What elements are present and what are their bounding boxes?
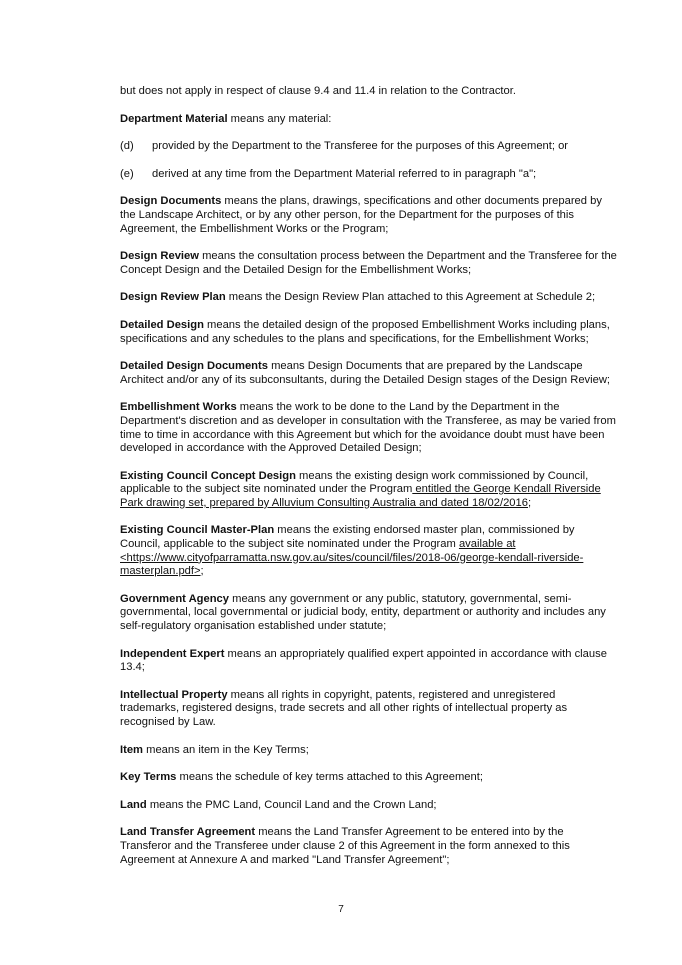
definition-item bbox=[120, 744, 617, 758]
definition-existing-council-master-plan bbox=[120, 524, 617, 578]
definition-embellishment-works bbox=[120, 401, 617, 455]
definition-text: means the plans, drawings, specifications and other documents prepared by the Landscape Architect, or by any other person, for the Department for the purposes of this Agreement, the Embellishment Works or the Program; bbox=[120, 195, 602, 235]
definition-land bbox=[120, 799, 617, 813]
page-number: 7 bbox=[338, 904, 344, 915]
definition-text: means the work to be done to the Land by the Department in the Department's discretion and as developer in consultation with the Transferee, as may be varied from time to time in accordance with this Agreement but which for the avoidance doubt must have been developed in accordance with the Approved Detailed Design; bbox=[120, 401, 616, 455]
page-content bbox=[120, 85, 617, 881]
definition-term: Department Material bbox=[120, 112, 228, 125]
masterplan-link[interactable]: available at <https://www.cityofparramatta.nsw.gov.au/sites/council/files/2018-06/george-kendall-riverside-masterplan.pdf> bbox=[120, 538, 584, 578]
definition-text: means the Design Review Plan attached to this Agreement at Schedule 2; bbox=[225, 291, 596, 304]
definition-detailed-design-documents bbox=[120, 360, 617, 387]
definition-term: Design Review Plan bbox=[120, 291, 226, 304]
definition-text: means the PMC Land, Council Land and the Crown Land; bbox=[146, 798, 437, 811]
definition-term: Land Transfer Agreement bbox=[120, 826, 256, 839]
definition-land-transfer-agreement bbox=[120, 826, 617, 867]
definition-text: means the schedule of key terms attached to this Agreement; bbox=[176, 771, 483, 784]
definition-term: Intellectual Property bbox=[120, 688, 228, 701]
definition-text: means any material: bbox=[227, 112, 332, 125]
definition-text: means the detailed design of the proposed Embellishment Works including plans, specifications and any schedules to the plans and specifications, for the Embellishment Works; bbox=[120, 318, 610, 345]
definition-term: Independent Expert bbox=[120, 647, 225, 660]
definition-term: Existing Council Concept Design bbox=[120, 469, 296, 482]
definition-text: means an item in the Key Terms; bbox=[143, 743, 309, 756]
definition-department-material bbox=[120, 113, 617, 127]
definition-text: means the consultation process between the Department and the Transferee for the Concept Design and the Detailed Design for the Embellishment Works; bbox=[120, 250, 617, 276]
definition-design-review bbox=[120, 250, 617, 277]
definition-term: Detailed Design bbox=[120, 318, 204, 331]
definition-punctuation: ; bbox=[527, 496, 532, 509]
definition-term: Embellishment Works bbox=[120, 401, 237, 414]
intro-paragraph: but does not apply in respect of clause 9.4 and 11.4 in relation to the Contractor. bbox=[120, 85, 516, 97]
definition-government-agency bbox=[120, 593, 617, 634]
definition-punctuation: ; bbox=[200, 565, 204, 578]
list-item-d bbox=[120, 140, 617, 154]
definition-term: Existing Council Master-Plan bbox=[120, 524, 275, 537]
definition-term: Land bbox=[120, 798, 147, 811]
definition-design-review-plan bbox=[120, 291, 617, 305]
definition-term: Design Documents bbox=[120, 195, 222, 208]
item-text: derived at any time from the Department Material referred to in paragraph "a"; bbox=[152, 167, 537, 180]
definition-term: Item bbox=[120, 743, 144, 756]
definition-term: Government Agency bbox=[120, 592, 230, 605]
definition-term: Design Review bbox=[120, 250, 199, 263]
definition-text: means all rights in copyright, patents, registered and unregistered trademarks, registered designs, trade secrets and all other rights of intellectual property as recognised by Law. bbox=[120, 688, 568, 728]
definition-text: means an appropriately qualified expert appointed in accordance with clause 13.4; bbox=[120, 647, 607, 674]
definition-detailed-design bbox=[120, 319, 617, 346]
list-item-e bbox=[120, 168, 617, 182]
definition-design-documents bbox=[120, 195, 617, 236]
definition-text: means Design Documents that are prepared by the Landscape Architect and/or any of its subconsultants, during the Detailed Design stages of the Design Review; bbox=[120, 360, 611, 386]
item-text: provided by the Department to the Transferee for the purposes of this Agreement; or bbox=[152, 140, 569, 153]
definition-text: means the Land Transfer Agreement to be entered into by the Transferor and the Transferee under clause 2 of this Agreement in the form annexed to this Agreement at Annexure A and marked "Land Transfer Agreement"; bbox=[120, 826, 570, 866]
definition-intellectual-property bbox=[120, 689, 617, 730]
definition-text: means the existing endorsed master plan, commissioned by Council, applicable to the subject site nominated under the Program bbox=[120, 524, 575, 551]
definition-underlined-text: entitled the George Kendall Riverside Park drawing set, prepared by Alluvium Consulting Australia and dated 18/02/2016 bbox=[120, 483, 601, 509]
definition-independent-expert bbox=[120, 648, 617, 675]
definition-key-terms bbox=[120, 771, 617, 785]
item-number: (e) bbox=[120, 167, 134, 180]
definition-text: means any government or any public, statutory, governmental, semi-governmental, local governmental or judicial body, entity, department or authority and includes any self-regulatory organisation established under statute; bbox=[120, 592, 606, 633]
definition-term: Key Terms bbox=[120, 771, 177, 784]
definition-existing-council-concept-design bbox=[120, 470, 617, 511]
definition-text: means the existing design work commissioned by Council, applicable to the subject site nominated under the Program bbox=[120, 469, 589, 496]
item-number: (d) bbox=[120, 140, 134, 153]
definition-term: Detailed Design Documents bbox=[120, 360, 268, 373]
